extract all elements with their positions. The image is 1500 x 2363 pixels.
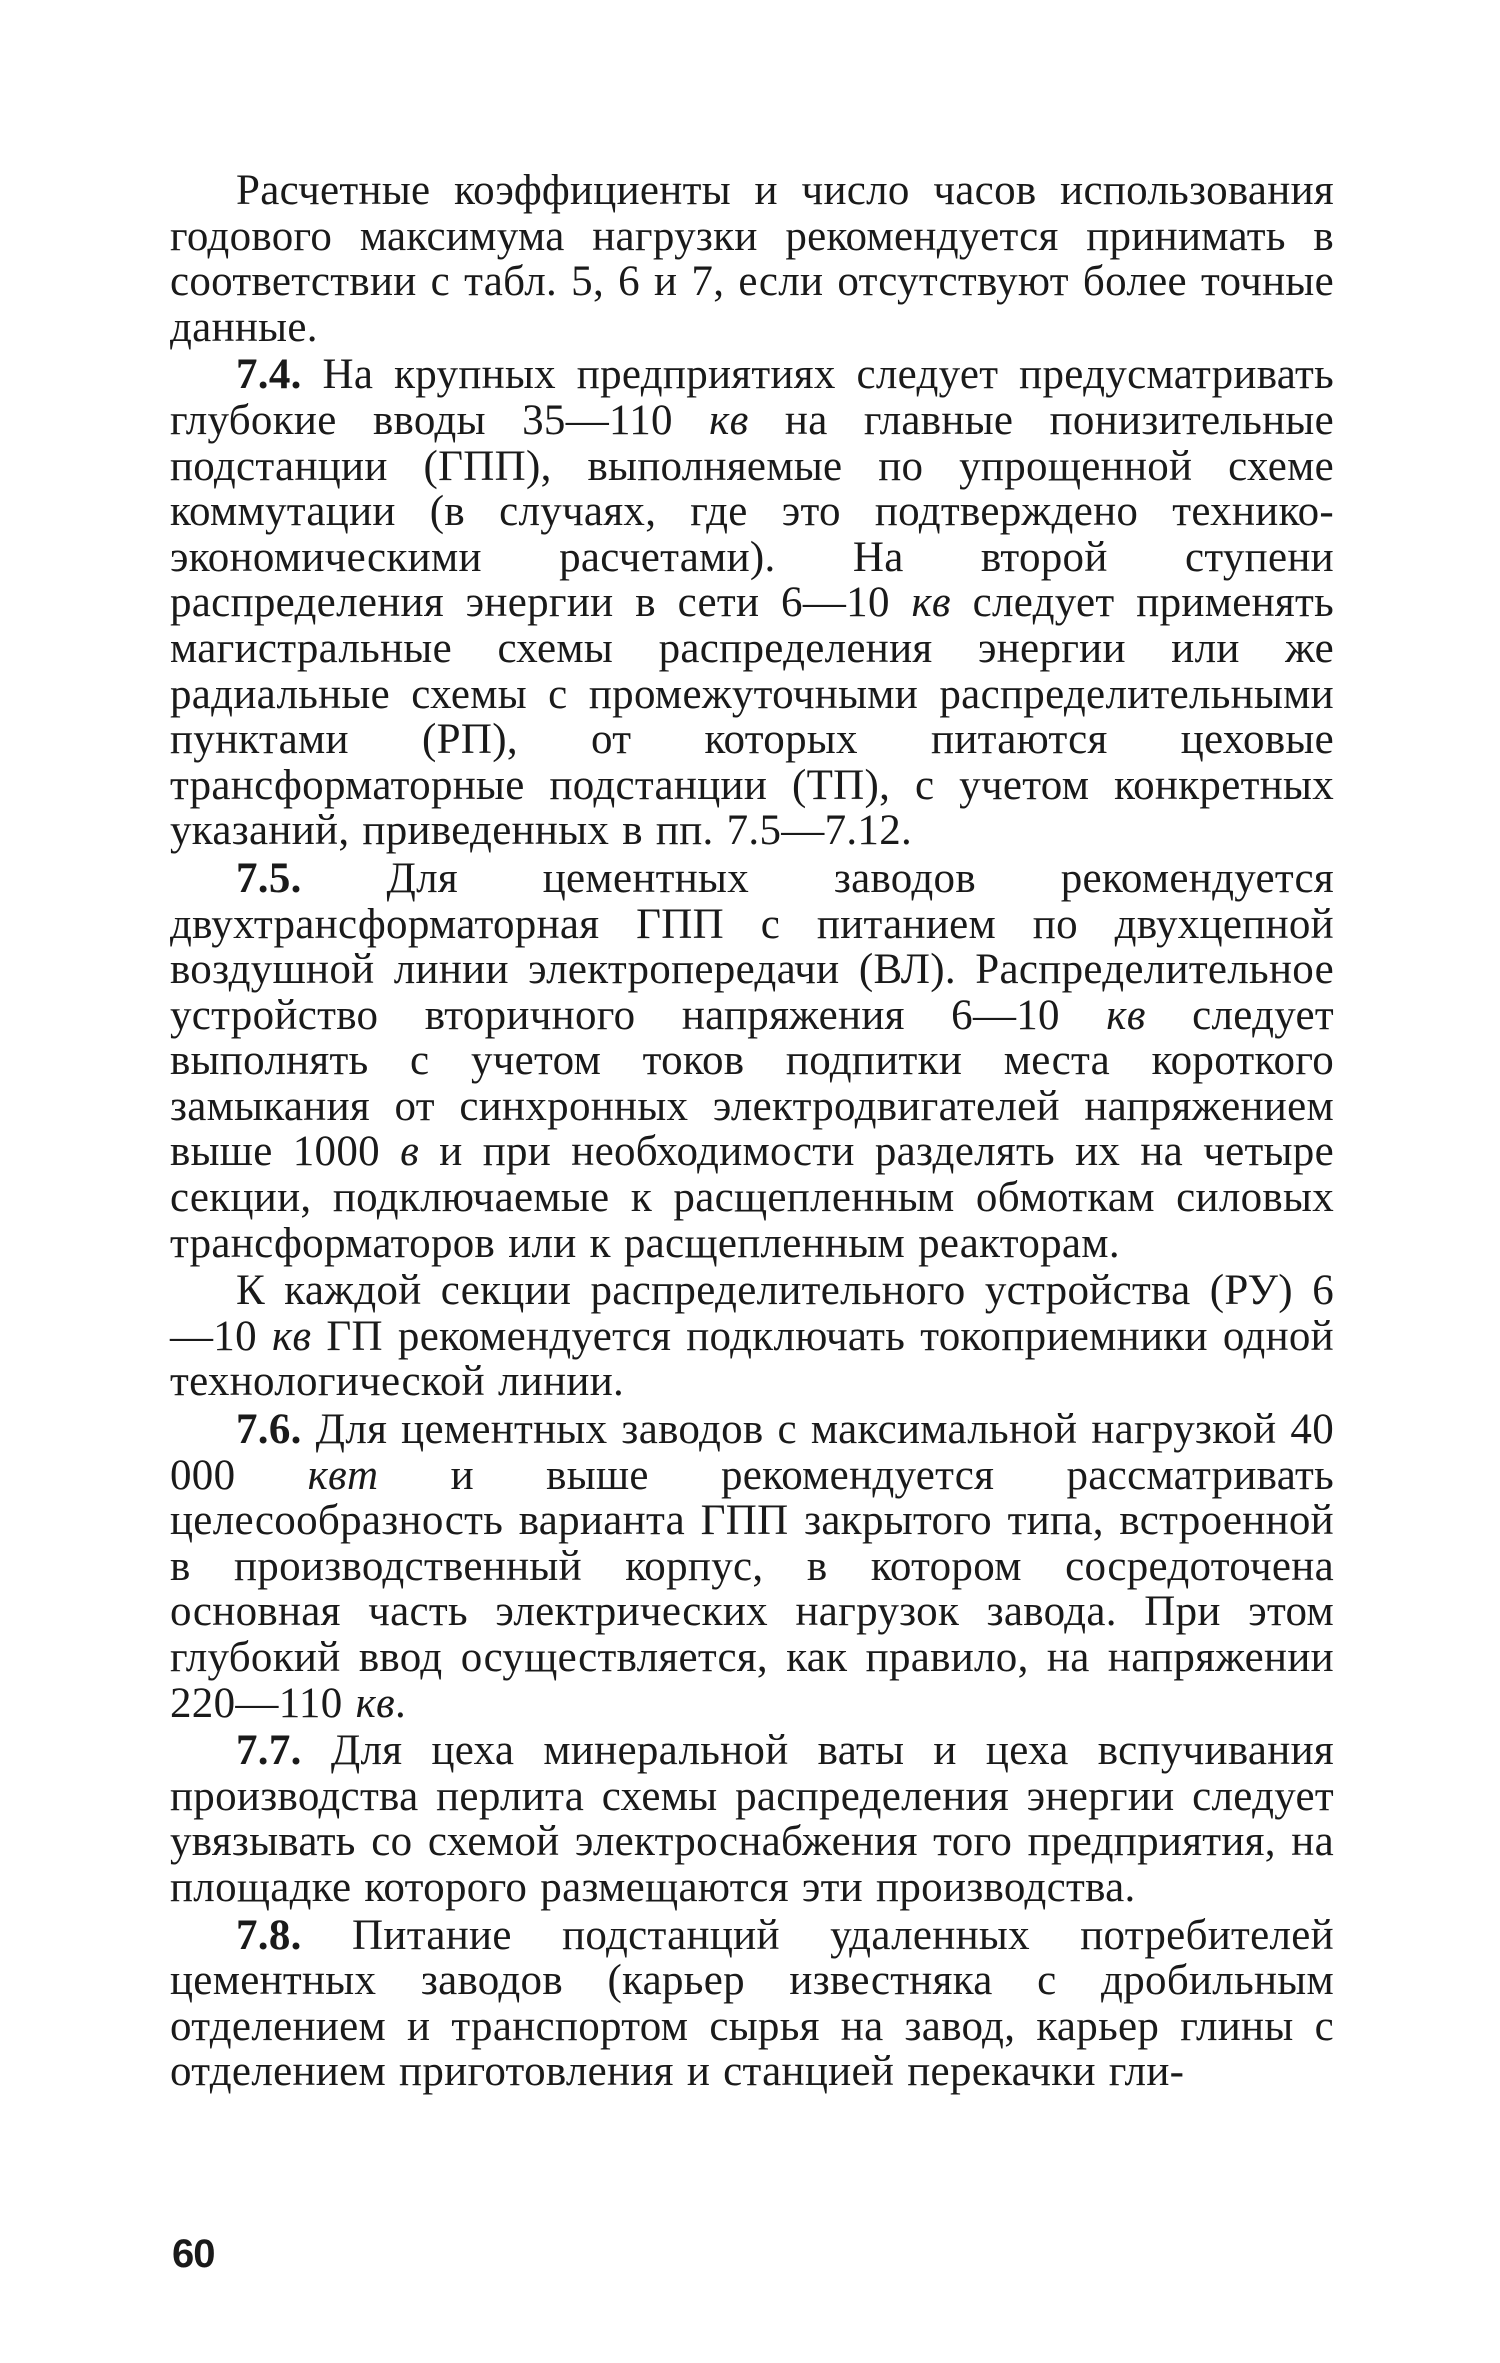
paragraph-text: . <box>394 1679 407 1727</box>
paragraph-text: Расчетные коэффициенты и число часов использования годового максимума нагрузки рекомендуется принимать в соответствии с табл. 5, 6 и 7, если отсутствуют более точные данные. <box>170 167 1334 351</box>
unit-label: кв <box>1106 991 1146 1039</box>
paragraph-text: и при необходимости разделять их на четыре секции, подключаемые к расщепленным обмоткам силовых трансформаторов или к расщепленным реакторам. <box>170 1128 1334 1267</box>
paragraph-text: ГП рекомендуется подключать токоприемники одной технологической линии. <box>170 1312 1334 1406</box>
paragraph-intro <box>170 168 1334 350</box>
paragraph-text: и выше рекомендуется рассматривать целесообразность варианта ГПП закрытого типа, встроенной в производственный корпус, в котором сосредоточена основная часть электрических нагрузок завода. При этом глубокий ввод осуществляется, как правило, на напряжении 220—110 <box>170 1451 1334 1727</box>
section-number: 7.7. <box>236 1727 302 1775</box>
paragraph-text: Для цементных заводов с максимальной нагрузкой 40 000 <box>170 1406 1334 1499</box>
unit-label: кв <box>271 1312 312 1360</box>
paragraph-7-8 <box>170 1913 1334 2095</box>
paragraph-7-4 <box>170 352 1334 854</box>
paragraph-7-6 <box>170 1407 1334 1726</box>
unit-label: квт <box>307 1451 379 1499</box>
paragraph-text: Для цементных заводов рекомендуется двухтрансформаторная ГПП с питанием по двухцепной воздушной линии электропередачи (ВЛ). Распределительное устройство вторичного напряжения 6—10 <box>170 854 1334 1039</box>
unit-label: кв <box>911 579 951 627</box>
paragraph-text: Питание подстанций удаленных потребителей цементных заводов (карьер известняка с дробильным отделением и транспортом сырья на завод, карьер глины с отделением приготовления и станцией перекачки гли- <box>170 1911 1334 2096</box>
page-number: 60 <box>172 2232 215 2276</box>
paragraph-7-5 <box>170 856 1334 1266</box>
paragraph-text: следует выполнять с учетом токов подпитки места короткого замыкания от синхронных электродвигателей напряжением выше 1000 <box>170 991 1334 1176</box>
paragraph-7-7 <box>170 1728 1334 1910</box>
paragraph-text: К каждой секции распределительного устройства (РУ) 6—10 <box>170 1267 1334 1360</box>
section-number: 7.6. <box>236 1406 302 1454</box>
paragraph-text: на главные понизительные подстанции (ГПП), выполняемые по упрощенной схеме коммутации (в случаях, где это подтверждено технико-экономическими расчетами). На второй ступени распределения энергии в сети 6—10 <box>170 396 1334 627</box>
paragraph-text: Для цеха минеральной ваты и цеха вспучивания производства перлита схемы распределения энергии следует увязывать со схемой электроснабжения того предприятия, на площадке которого размещаются эти производства. <box>170 1727 1334 1911</box>
section-number: 7.8. <box>236 1911 302 1959</box>
paragraph-7-5-continued <box>170 1268 1334 1405</box>
section-number: 7.5. <box>236 854 302 902</box>
unit-label: кв <box>355 1679 395 1727</box>
paragraph-text: На крупных предприятиях следует предусматривать глубокие вводы 35—110 <box>170 351 1334 444</box>
unit-label: в <box>400 1128 420 1176</box>
page-body <box>170 168 1334 2097</box>
unit-label: кв <box>709 396 749 444</box>
section-number: 7.4. <box>236 351 302 399</box>
paragraph-text: следует применять магистральные схемы распределения энергии или же радиальные схемы с промежуточными распределительными пунктами (РП), от которых питаются цеховые трансформаторные подстанции (ТП), с учетом конкретных указаний, приведенных в пп. 7.5—7.12. <box>170 579 1334 855</box>
